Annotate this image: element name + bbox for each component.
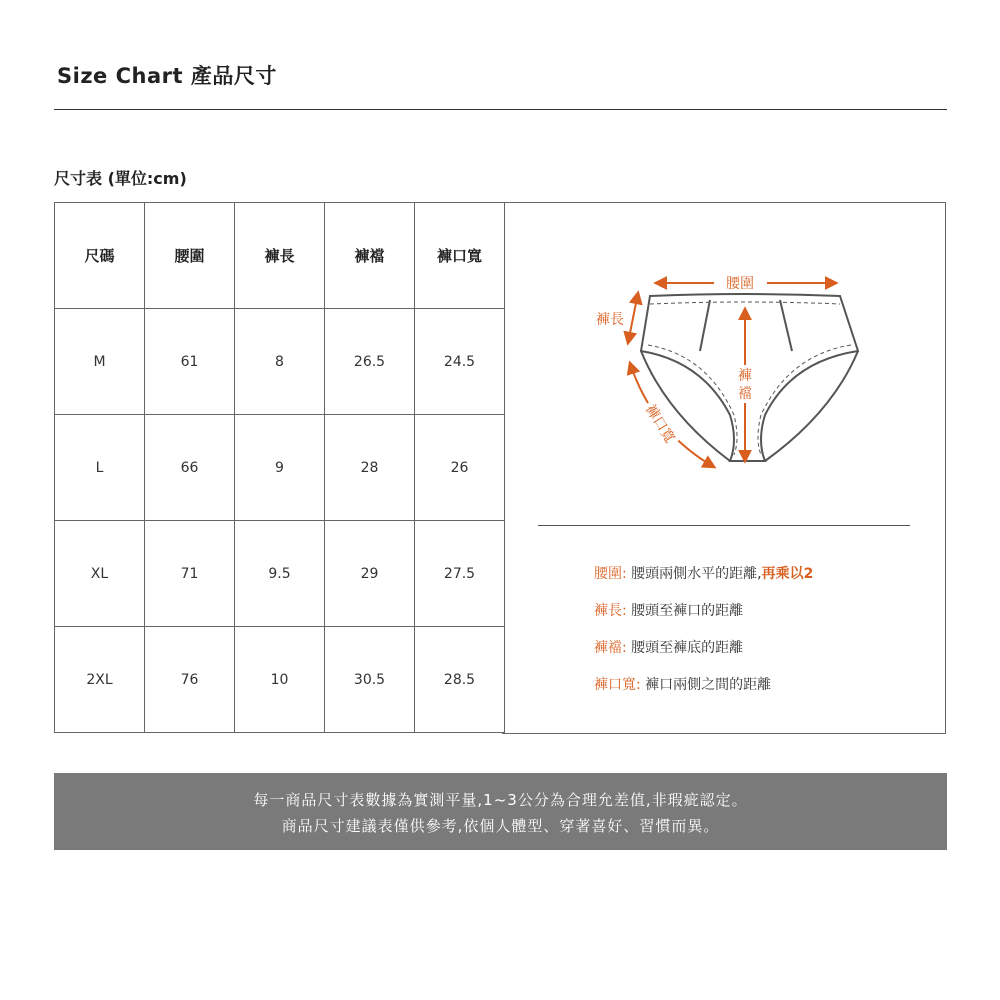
table-cell: XL — [55, 521, 145, 627]
legend-item-crotch — [594, 639, 813, 676]
table-cell: L — [55, 415, 145, 521]
size-table — [54, 202, 505, 733]
table-cell: 61 — [145, 309, 235, 415]
disclaimer-line: 每一商品尺寸表數據為實測平量,1~3公分為合理允差值,非瑕疵認定。 — [253, 791, 748, 809]
table-cell: M — [55, 309, 145, 415]
legend-desc: 腰頭兩側水平的距離, — [631, 566, 762, 582]
page-title: Size Chart 產品尺寸 — [57, 64, 277, 88]
diagram-divider — [538, 525, 910, 526]
length-arrow — [628, 293, 638, 343]
leg-opening-label: 褲口寬 — [641, 401, 678, 446]
column-header-leg-opening: 褲口寬 — [415, 203, 505, 309]
table-cell: 30.5 — [325, 627, 415, 733]
table-cell: 9 — [235, 415, 325, 521]
table-cell: 26.5 — [325, 309, 415, 415]
measurement-diagram-panel — [502, 202, 946, 734]
waist-label: 腰圍 — [726, 276, 754, 292]
table-cell: 9.5 — [235, 521, 325, 627]
table-cell: 71 — [145, 521, 235, 627]
table-cell: 66 — [145, 415, 235, 521]
legend-item-waist — [594, 565, 813, 602]
measurement-legend — [594, 565, 813, 713]
legend-item-length — [594, 602, 813, 639]
legend-emphasis: 再乘以2 — [761, 566, 814, 582]
table-row — [55, 415, 505, 521]
table-header-row — [55, 203, 505, 309]
disclaimer-banner — [54, 773, 947, 850]
legend-term: 褲口寬: — [594, 677, 641, 693]
legend-desc: 褲口兩側之間的距離 — [645, 677, 772, 693]
table-cell: 26 — [415, 415, 505, 521]
disclaimer-line: 商品尺寸建議表僅供參考,依個人體型、穿著喜好、習慣而異。 — [281, 817, 720, 835]
legend-desc: 腰頭至褲口的距離 — [631, 603, 744, 619]
crotch-label-line2: 襠 — [738, 386, 752, 402]
table-row — [55, 309, 505, 415]
table-cell: 29 — [325, 521, 415, 627]
table-cell: 27.5 — [415, 521, 505, 627]
length-label: 褲長 — [596, 312, 624, 328]
column-header-size: 尺碼 — [55, 203, 145, 309]
crotch-label-line1: 褲 — [738, 368, 752, 384]
column-header-waist: 腰圍 — [145, 203, 235, 309]
legend-term: 褲襠: — [594, 640, 627, 656]
table-caption: 尺寸表 (單位:cm) — [54, 169, 187, 188]
column-header-length: 褲長 — [235, 203, 325, 309]
legend-term: 腰圍: — [594, 566, 627, 582]
legend-item-leg-opening — [594, 676, 813, 713]
table-cell: 10 — [235, 627, 325, 733]
table-cell: 8 — [235, 309, 325, 415]
column-header-crotch: 褲襠 — [325, 203, 415, 309]
table-row — [55, 627, 505, 733]
table-cell: 28.5 — [415, 627, 505, 733]
table-cell: 2XL — [55, 627, 145, 733]
briefs-diagram — [502, 203, 946, 503]
legend-desc: 腰頭至褲底的距離 — [631, 640, 744, 656]
legend-term: 褲長: — [594, 603, 627, 619]
table-row — [55, 521, 505, 627]
title-divider — [54, 109, 947, 110]
table-cell: 24.5 — [415, 309, 505, 415]
table-cell: 28 — [325, 415, 415, 521]
table-cell: 76 — [145, 627, 235, 733]
